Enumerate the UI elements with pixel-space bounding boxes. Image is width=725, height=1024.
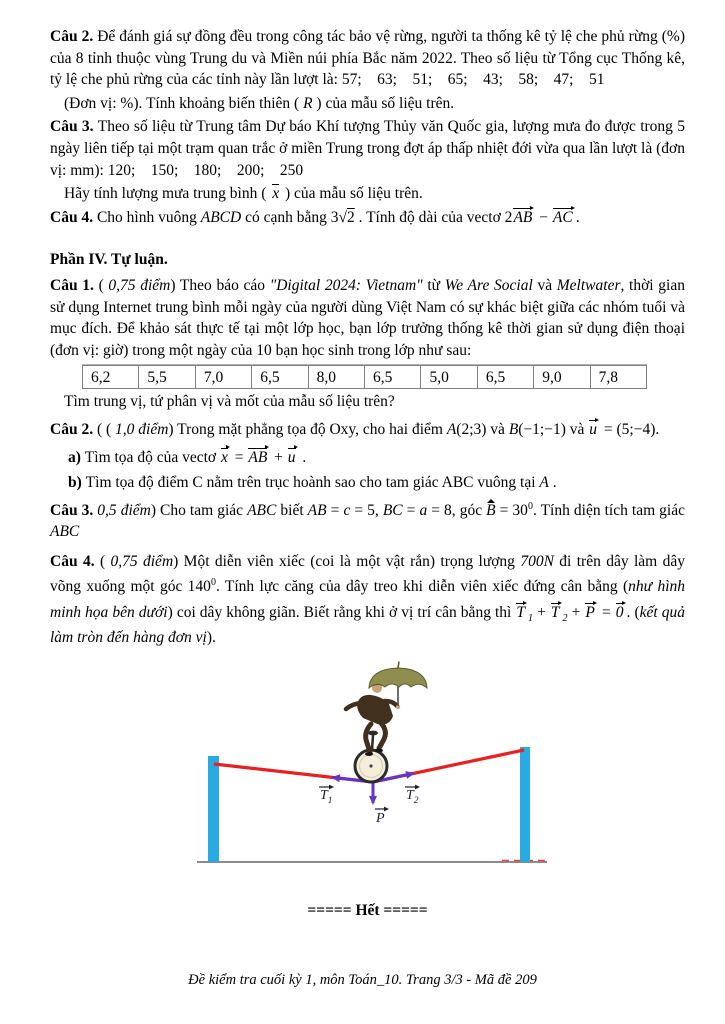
text-run: ) của mẫu số liệu trên.: [312, 94, 455, 112]
text-run: = (5;−4).: [600, 420, 660, 438]
p4-question-2b: [50, 472, 685, 494]
table-cell: 8,0: [308, 366, 364, 388]
text-run: biết: [276, 501, 308, 519]
question-3-mc: [50, 116, 685, 181]
text-run: .: [548, 474, 557, 492]
t1-label-arrowhead: [329, 784, 334, 789]
text-run: Câu 3.: [50, 501, 98, 519]
p-label-arrowhead: [384, 806, 389, 811]
text-run: 0: [210, 577, 216, 589]
text-run: . (: [626, 603, 640, 621]
p4-question-1: [50, 275, 685, 361]
text-run: BC: [382, 501, 403, 519]
left-pole: [208, 756, 219, 862]
text-run: 0,5 điểm: [97, 501, 151, 519]
t1-label: $T_1$: [320, 787, 333, 806]
text-run: x: [220, 447, 231, 466]
text-run: ) Trong mặt phẳng tọa độ Oxy, cho hai điểm: [168, 420, 447, 438]
text-run: Câu 4.: [50, 552, 100, 570]
table-cell: 6,5: [251, 366, 307, 388]
text-run: AC: [552, 207, 576, 226]
text-run: Hãy tính lượng mưa trung bình (: [64, 185, 271, 203]
text-run: Câu 4.: [50, 208, 97, 226]
t2-label: $T_2$: [406, 787, 419, 806]
text-run: = 8, góc: [427, 501, 487, 519]
text-run: ).: [206, 629, 216, 647]
text-run: Để đánh giá sự đồng đều trong công tác bảo vệ rừng, người ta thống kê tỷ lệ che phủ rừng (%) của 8 tỉnh thuộc vùng Trung du và Miền núi phía Bắc năm 2022. Theo số liệu từ Tổng cục Thống kê, tỷ lệ che phủ rừng của các tỉnh này lần lượt là: 57; 63; 51; 65; 43; 58; 47; 51: [50, 28, 685, 89]
text-run: A: [539, 474, 549, 492]
text-run: (: [99, 552, 111, 570]
text-run: c: [343, 501, 351, 519]
text-run: 700N: [520, 552, 554, 570]
text-run: 0: [527, 500, 533, 512]
text-run: từ: [422, 276, 445, 294]
text-run: và: [532, 276, 557, 294]
text-run: AB: [247, 447, 270, 466]
text-run: +: [567, 603, 585, 621]
text-run: b): [68, 474, 86, 492]
table-cell: 5,0: [420, 366, 476, 388]
part4-heading: Phần IV. Tự luận.: [50, 251, 168, 269]
text-run: đi trên dây làm dây võng xuống một góc 140: [50, 552, 685, 596]
text-run: AB: [512, 207, 535, 226]
t2-label-arrowhead: [415, 784, 420, 789]
text-run: ) coi dây không giãn. Biết rằng khi ở vị trí cân bằng thì: [167, 603, 516, 621]
performer-right-shoe: [375, 748, 383, 752]
text-run: . Tính diện tích tam giác: [532, 501, 685, 519]
text-run: Câu 2.: [50, 28, 98, 45]
text-run: 2: [562, 612, 568, 624]
text-run: "Digital 2024: Vietnam": [269, 276, 423, 294]
text-run: ABC: [50, 523, 80, 541]
text-run: có cạnh bằng 3√: [241, 208, 347, 226]
p4-question-4: [50, 549, 685, 651]
text-run: Câu 2.: [50, 420, 97, 438]
text-run: = 5,: [350, 501, 383, 519]
umbrella-tip: [398, 661, 399, 668]
right-pole: [520, 747, 530, 862]
text-run: như hình minh họa bên dưới: [50, 578, 685, 621]
text-run: Câu 1.: [50, 276, 99, 294]
text-run: Cho hình vuông: [96, 208, 201, 226]
performer-right-leg: [379, 723, 385, 748]
text-run: =: [402, 501, 420, 519]
page-footer: Đề kiểm tra cuối kỳ 1, môn Toán_10. Trang 3/3 - Mã đề 209: [188, 972, 537, 989]
table-cell: 7,0: [195, 366, 251, 388]
text-run: kết quả làm tròn đến hàng đơn vị: [50, 603, 686, 647]
wheel-hub: [369, 764, 372, 767]
text-run: 0,75 điểm: [108, 276, 171, 294]
text-run: ( (: [96, 420, 116, 438]
table-cell: 6,5: [364, 366, 420, 388]
text-run: R: [303, 94, 313, 112]
text-run: , thời gian sử dụng Internet trung bình mỗi ngày của người dùng Việt Nam có sự khác biệt giữa các nhóm tuổi và mục đích. Để khảo sát thực tế tại một lớp học, bạn lớp trưởng thống kê thời gian sử dụng điện thoại (đơn vị: giờ) trong một ngày của 10 bạn học sinh trong lớp như sau:: [50, 276, 685, 359]
text-run: T: [515, 602, 528, 621]
text-run: We Are Social: [444, 276, 533, 294]
text-run: (: [98, 276, 109, 294]
text-run: Meltwater: [556, 276, 621, 294]
text-run: 0,75 điểm: [110, 552, 174, 570]
p4-question-1-ask: Tìm trung vị, tứ phân vị và mốt của mẫu số liệu trên?: [64, 393, 395, 411]
text-run: u: [287, 447, 299, 466]
text-run: =: [597, 603, 615, 621]
text-run: Theo số liệu từ Trung tâm Dự báo Khí tượng Thủy văn Quốc gia, lượng mưa đo được trong 5 ngày liên tiếp tại một trạm quan trắc ở miền Trung trong đợt áp thấp nhiệt đới vừa qua lần lượt là (đơn vị: mm): 120; 150; 180; 200; 250: [50, 118, 685, 179]
text-run: Tìm tọa độ của vectơ: [84, 448, 220, 466]
p4-question-2: [50, 419, 685, 441]
table-cell: 9,0: [533, 366, 589, 388]
text-run: ) Một diễn viên xiếc (coi là một vật rắn) trọng lượng: [173, 552, 521, 570]
text-run: P: [584, 602, 597, 621]
text-run: 1,0 điểm: [115, 420, 169, 438]
question-4-mc: [50, 207, 685, 229]
text-run: 0: [615, 602, 627, 621]
text-run: B: [508, 420, 519, 438]
text-run: .: [575, 208, 580, 226]
text-run: AB: [307, 501, 327, 519]
text-run: +: [533, 603, 550, 621]
end-marker: ===== Hết =====: [307, 901, 428, 919]
text-run: a: [419, 501, 428, 519]
text-run: B: [486, 501, 496, 519]
text-run: (−1;−1) và: [518, 420, 589, 438]
question-2-mc: [50, 26, 685, 91]
question-2-mc-note: [50, 93, 685, 115]
text-run: A: [446, 420, 457, 438]
text-run: T: [550, 602, 563, 621]
text-run: 2: [346, 208, 355, 226]
text-run: (2;3) và: [456, 420, 509, 438]
text-run: =: [326, 501, 344, 519]
text-run: .: [298, 448, 307, 466]
table-cell: 6,2: [91, 369, 111, 387]
text-run: =: [230, 448, 248, 466]
text-run: = 30: [495, 501, 528, 519]
unicycle-seat: [368, 730, 378, 735]
text-run: 1: [528, 612, 534, 624]
text-run: Câu 3.: [50, 118, 98, 136]
p4-question-2a: [50, 447, 685, 469]
p4-question-3: [50, 500, 685, 543]
performer-left-shoe: [365, 752, 373, 756]
text-run: . Tính lực căng của dây treo khi diễn viên xiếc đứng cân bằng (: [215, 578, 629, 596]
text-run: ) của mẫu số liệu trên.: [281, 185, 423, 203]
question-3-mc-note: [50, 183, 685, 205]
text-run: (Đơn vị: %). Tính khoảng biến thiên (: [64, 94, 304, 112]
data-table: [82, 365, 647, 389]
table-cell: 6,5: [477, 366, 533, 388]
performer-left-leg: [366, 724, 371, 752]
text-run: . Tính độ dài của vectơ 2: [354, 208, 513, 226]
text-run: Tìm tọa độ điểm C nằm trên trục hoành sao cho tam giác ABC vuông tại: [85, 474, 540, 492]
p-label: P: [376, 810, 385, 826]
table-cell: 7,8: [590, 366, 646, 388]
text-run: ABCD: [200, 208, 242, 226]
text-run: −: [535, 208, 552, 226]
text-run: ) Theo báo cáo: [170, 276, 270, 294]
text-run: x: [272, 185, 280, 203]
tightrope-figure: [150, 657, 590, 889]
text-run: ) Cho tam giác: [150, 501, 248, 519]
text-run: ABC: [247, 501, 277, 519]
tightrope-figure-svg: [150, 657, 590, 889]
text-run: +: [270, 448, 287, 466]
text-run: u: [588, 419, 600, 438]
table-cell: 5,5: [138, 366, 194, 388]
text-run: a): [68, 448, 85, 466]
